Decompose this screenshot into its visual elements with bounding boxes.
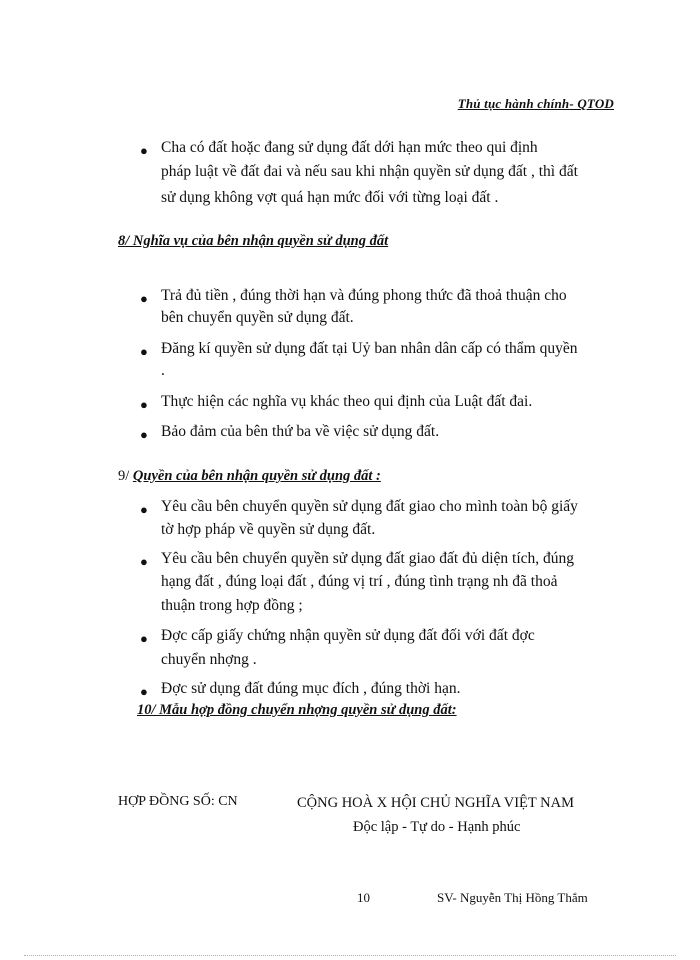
national-motto: Độc lập - Tự do - Hạnh phúc [353,819,521,835]
section-8-item-line: . [161,362,165,379]
author-name: SV- Nguyễn Thị Hồng Thắm [437,890,588,905]
footer-divider [24,955,676,956]
bullet-icon: ● [140,502,148,517]
bullet-icon: ● [140,143,148,158]
section-9-item-line: tờ hợp pháp về quyền sử dụng đất. [161,521,376,538]
section-8-item-line: bên chuyển quyền sử dụng đất. [161,309,354,326]
section-9-item-line: Đợc sử dụng đất đúng mục đích , đúng thời hạn. [161,680,461,697]
intro-line: sử dụng không vợt quá hạn mức đối với từng loại đất . [161,189,499,206]
section-9-item-line: thuận trong hợp đồng ; [161,597,303,614]
bullet-icon: ● [140,684,148,699]
contract-number-label: HỢP ĐỒNG SỐ: CN [118,794,238,809]
section-9-item-line: Đợc cấp giấy chứng nhận quyền sử dụng đất đối với đất đợc [161,627,535,644]
section-10-heading: 10/ Mẫu hợp đồng chuyển nhợng quyền sử dụng đất: [137,702,457,718]
section-9-item-line: hạng đất , đúng loại đất , đúng vị trí , đúng tình trạng nh đã thoả [161,573,558,590]
section-8-heading: 8/ Nghĩa vụ của bên nhận quyền sử dụng đất [118,233,389,249]
section-9-heading-row [118,467,381,485]
section-9-item-line: Yêu cầu bên chuyển quyền sử dụng đất giao cho mình toàn bộ giấy [161,498,578,515]
section-9-item-line: Yêu cầu bên chuyển quyền sử dụng đất giao đất đủ diện tích, đúng [161,550,575,567]
bullet-icon: ● [140,397,148,412]
bullet-icon: ● [140,554,148,569]
document-header-title: Thủ tục hành chính- QTOD [457,96,614,111]
bullet-icon: ● [140,291,148,306]
bullet-icon: ● [140,427,148,442]
intro-line: Cha có đất hoặc đang sử dụng đất dới hạn mức theo qui định [161,139,538,156]
section-8-item-line: Đăng kí quyền sử dụng đất tại Uỷ ban nhân dân cấp có thẩm quyền [161,340,578,357]
intro-line: pháp luật về đất đai và nếu sau khi nhận quyền sử dụng đất , thì đất [161,163,578,180]
section-8-item-line: Bảo đảm của bên thứ ba về việc sử dụng đất. [161,423,440,440]
bullet-icon: ● [140,631,148,646]
section-9-item-line: chuyển nhợng . [161,651,257,668]
page-number: 10 [357,890,370,905]
section-9-heading: Quyền của bên nhận quyền sử dụng đất : [132,468,381,484]
section-8-item-line: Thực hiện các nghĩa vụ khác theo qui định của Luật đất đai. [161,393,533,410]
national-title: CỘNG HOÀ X HỘI CHỦ NGHĨA VIỆT NAM [297,795,574,811]
section-9-number: 9/ [118,468,133,484]
section-8-item-line: Trả đủ tiền , đúng thời hạn và đúng phong thức đã thoả thuận cho [161,287,567,304]
bullet-icon: ● [140,344,148,359]
